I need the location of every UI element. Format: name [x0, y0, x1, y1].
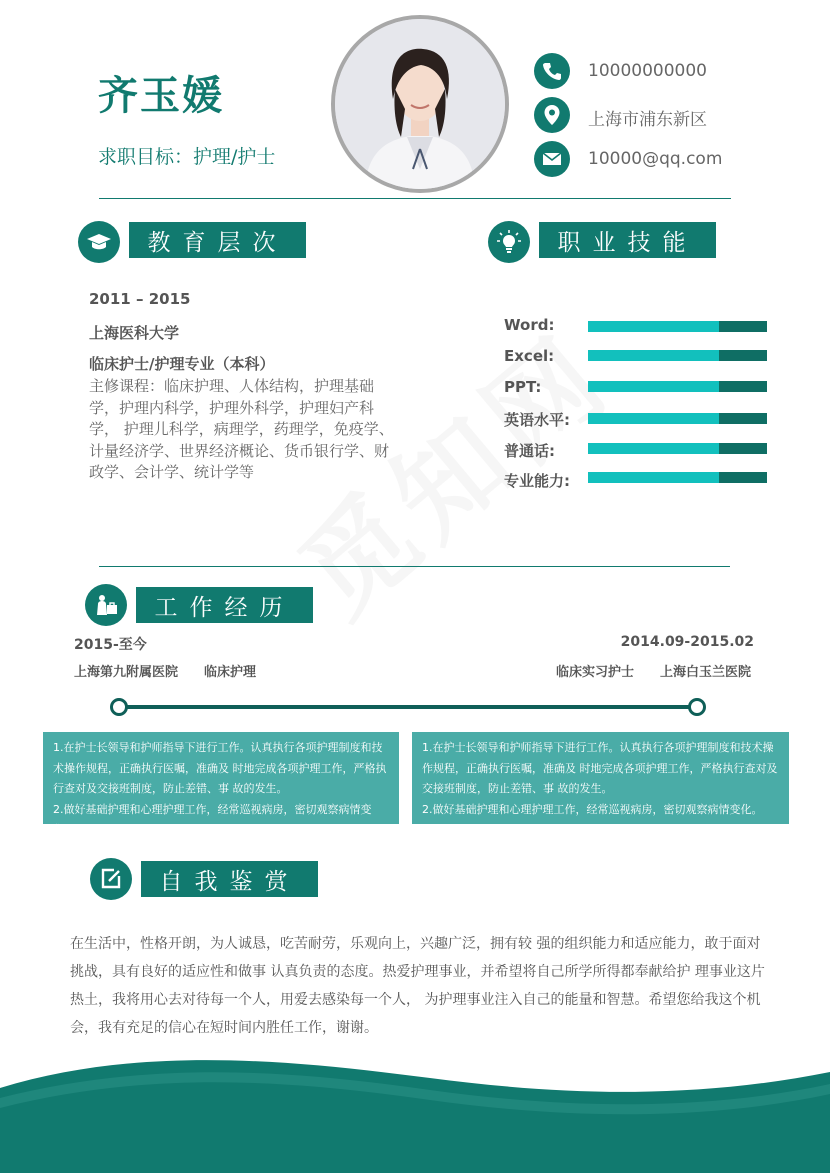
section-title-self: 自我鉴赏 — [141, 861, 318, 897]
skill-label: 普通话: — [504, 442, 555, 460]
job-description-line: 1.在护士长领导和护师指导下进行工作。认真执行各项护理制度和技术操作规程，正确执行医嘱，准确及 时地完成各项护理工作，严格执行查对及交接班制度，防止差错、事 故的发生。 — [53, 741, 387, 795]
job-description-line: 1.在护士长领导和护师指导下进行工作。认真执行各项护理制度和技术操作规程，正确执行医嘱，准确及 时地完成各项护理工作，严格执行查对及交接班制度，防止差错、事 故的发生。 — [422, 741, 778, 795]
skill-bar — [588, 321, 767, 332]
self-evaluation-text: 在生活中，性格开朗，为人诚恳，吃苦耐劳，乐观向上，兴趣广泛，拥有较 强的组织能力和适应能力，敢于面对挑战，具有良好的适应性和做事 认真负责的态度。热爱护理事业，并希望将自己所学所得都奉献给护 理事业这片热土，我将用心去对待每一个人，用爱去感染每一个人， 为护理事业注入自己的能量和智慧。希望您给我这个机会，我有充足的信心在短时间内胜任工作，谢谢。 — [70, 936, 765, 1036]
timeline-end-dot — [690, 700, 705, 715]
phone-icon — [534, 53, 570, 89]
job-description-line: 2.做好基础护理和心理护理工作，经常巡视病房，密切观察病情变化。 — [53, 802, 372, 836]
contact-address: 上海市浦东新区 — [588, 110, 707, 130]
section-title-skills: 职业技能 — [539, 222, 716, 258]
job-date: 2014.09-2015.02 — [620, 634, 754, 650]
skill-label: Excel: — [504, 347, 555, 365]
skill-bar — [588, 472, 767, 483]
job-objective: 求职目标：护理/护士 — [98, 146, 276, 168]
timeline-start-dot — [112, 700, 127, 715]
section-title-work: 工作经历 — [136, 587, 313, 623]
skill-bar — [588, 350, 767, 361]
job-description-box — [412, 732, 789, 824]
skill-label: 专业能力: — [504, 472, 570, 490]
section-title-education: 教育层次 — [129, 222, 306, 258]
briefcase-person-icon — [85, 584, 127, 626]
person-portrait-icon — [335, 19, 505, 189]
education-courses: 主修课程：临床护理、人体结构，护理基础学，护理内科学，护理外科学，护理妇产科学， 护理儿科学，病理学，药理学，免疫学、计量经济学、世界经济概论、货币银行学、财政学、会计学、统计学等 — [89, 377, 394, 481]
candidate-name: 齐玉媛 — [98, 73, 224, 119]
job-org: 上海第九附属医院 临床护理 — [74, 665, 257, 680]
skill-bar-fill — [588, 472, 719, 483]
skill-label: PPT: — [504, 378, 542, 396]
job-description-line: 2.做好基础护理和心理护理工作，经常巡视病房，密切观察病情变化。 — [422, 802, 763, 816]
bottom-wave-decoration — [0, 1050, 830, 1173]
education-major: 临床护士/护理专业（本科） — [89, 355, 275, 373]
skill-bar-fill — [588, 443, 719, 454]
education-years: 2011 – 2015 — [89, 290, 191, 308]
timeline — [105, 694, 711, 720]
skill-bar — [588, 413, 767, 424]
contact-phone: 10000000000 — [588, 61, 707, 81]
edit-icon — [90, 858, 132, 900]
header-divider — [99, 198, 731, 199]
skill-bar — [588, 443, 767, 454]
graduation-cap-icon — [78, 221, 120, 263]
job-org: 临床实习护士 上海白玉兰医院 — [555, 665, 751, 680]
skill-bar-fill — [588, 413, 719, 424]
skill-bar-fill — [588, 321, 719, 332]
skill-label: 英语水平: — [504, 411, 570, 429]
lightbulb-icon — [488, 221, 530, 263]
skill-bar-fill — [588, 381, 719, 392]
skill-bar — [588, 381, 767, 392]
skill-bar-fill — [588, 350, 719, 361]
job-description-box — [43, 732, 399, 836]
skill-label: Word: — [504, 316, 555, 334]
profile-photo — [331, 15, 509, 193]
education-school: 上海医科大学 — [89, 324, 180, 342]
contact-email: 10000@qq.com — [588, 149, 723, 169]
section-divider — [99, 566, 730, 567]
email-icon — [534, 141, 570, 177]
job-date: 2015-至今 — [74, 637, 147, 653]
location-icon — [534, 97, 570, 133]
